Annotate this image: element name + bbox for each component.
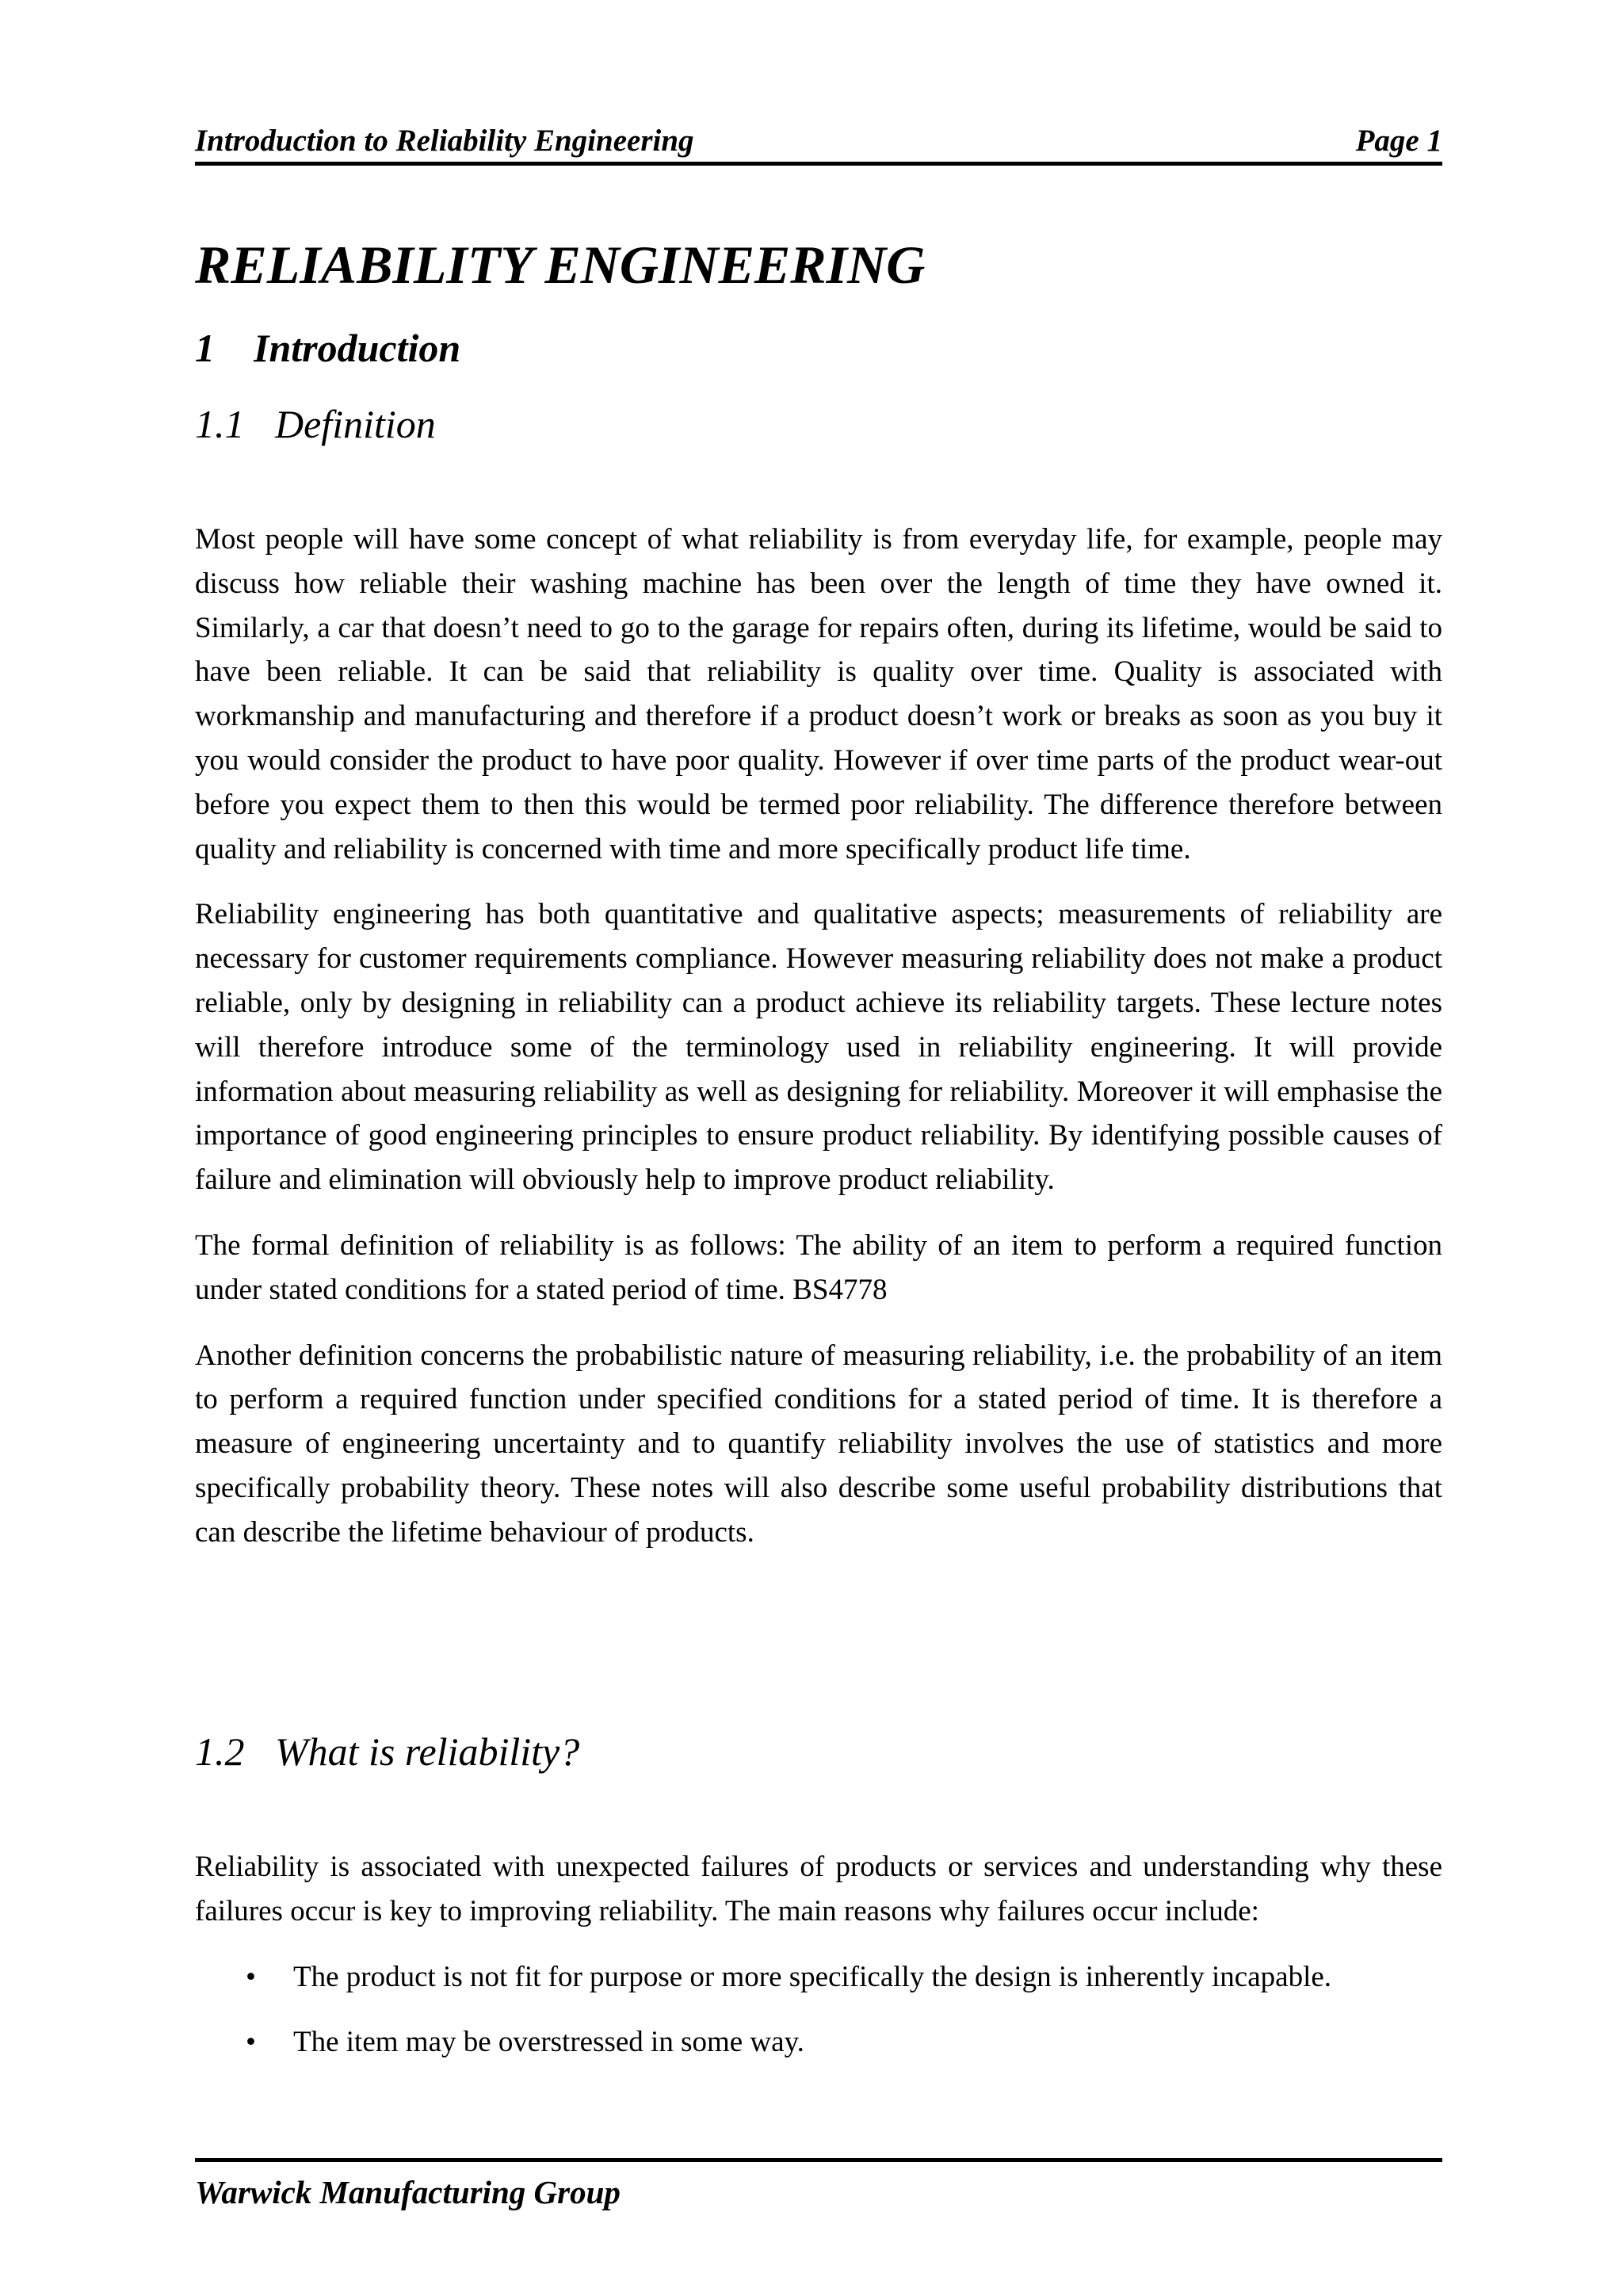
running-header xyxy=(195,120,1442,166)
paragraph-definition-2: Reliability engineering has both quantitative and qualitative aspects; measurements of reliability are necessary for customer requirements compliance. However measuring reliability does not make a product reliable, only by designing in reliability can a product achieve its reliability targets. These lecture notes will therefore introduce some of the terminology used in reliability engineering. It will provide information about measuring reliability as well as designing for reliability. Moreover it will emphasise the importance of good engineering principles to ensure product reliability. By identifying possible causes of failure and elimination will obviously help to improve product reliability. xyxy=(195,898,1442,1197)
list-item-text: The item may be overstressed in some way. xyxy=(293,2026,804,2059)
section-1-1-number: 1.1 xyxy=(195,402,245,446)
bullet-icon: • xyxy=(246,2026,256,2059)
section-1-1-title: Definition xyxy=(275,402,436,446)
header-page-number: Page 1 xyxy=(1355,124,1442,158)
section-1-2-number: 1.2 xyxy=(195,1729,245,1774)
list-item-text: The product is not fit for purpose or more specifically the design is inherently incapable. xyxy=(293,1960,1332,1993)
section-1-1-body xyxy=(195,518,1442,1555)
paragraph-formal-definition: The formal definition of reliability is as follows: The ability of an item to perform a required function under stated conditions for a stated period of time. BS4778 xyxy=(195,1228,1442,1306)
paragraph-probabilistic-definition: Another definition concerns the probabilistic nature of measuring reliability, i.e. the probability of an item to perform a required function under specified conditions for a stated period of time. It is therefore a measure of engineering uncertainty and to quantify reliability involves the use of statistics and more specifically probability theory. These notes will also describe some useful probability distributions that can describe the lifetime behaviour of products. xyxy=(195,1339,1442,1549)
running-footer: Warwick Manufacturing Group xyxy=(195,2174,621,2210)
failure-reasons-list xyxy=(195,1955,1442,2065)
list-item xyxy=(195,2020,1442,2065)
section-1-title: Introduction xyxy=(254,326,461,370)
section-1-heading xyxy=(195,323,460,373)
section-1-2-heading xyxy=(195,1726,579,1777)
list-item xyxy=(195,1955,1442,2000)
section-1-1-heading xyxy=(195,399,436,449)
section-1-2-title: What is reliability? xyxy=(275,1729,580,1774)
section-1-2-body xyxy=(195,1845,1442,2065)
footer-divider xyxy=(195,2158,1442,2162)
bullet-icon: • xyxy=(246,1960,256,1993)
header-document-title: Introduction to Reliability Engineering xyxy=(195,124,694,158)
section-1-number: 1 xyxy=(195,326,215,370)
document-title: RELIABILITY ENGINEERING xyxy=(195,235,926,295)
paragraph-definition-1: Most people will have some concept of what reliability is from everyday life, for example, people may discuss how reliable their washing machine has been over the length of time they have owned it. Similarly, a car that doesn’t need to go to the garage for repairs often, during its lifetime, would be said to have been reliable. It can be said that reliability is quality over time. Quality is associated with workmanship and manufacturing and therefore if a product doesn’t work or breaks as soon as you buy it you would consider the product to have poor quality. However if over time parts of the product wear-out before you expect them to then this would be termed poor reliability. The difference therefore between quality and reliability is concerned with time and more specifically product life time. xyxy=(195,523,1442,865)
document-page xyxy=(195,0,1442,2296)
paragraph-reliability-intro: Reliability is associated with unexpected failures of products or services and understanding why these failures occur is key to improving reliability. The main reasons why failures occur include: xyxy=(195,1851,1442,1927)
